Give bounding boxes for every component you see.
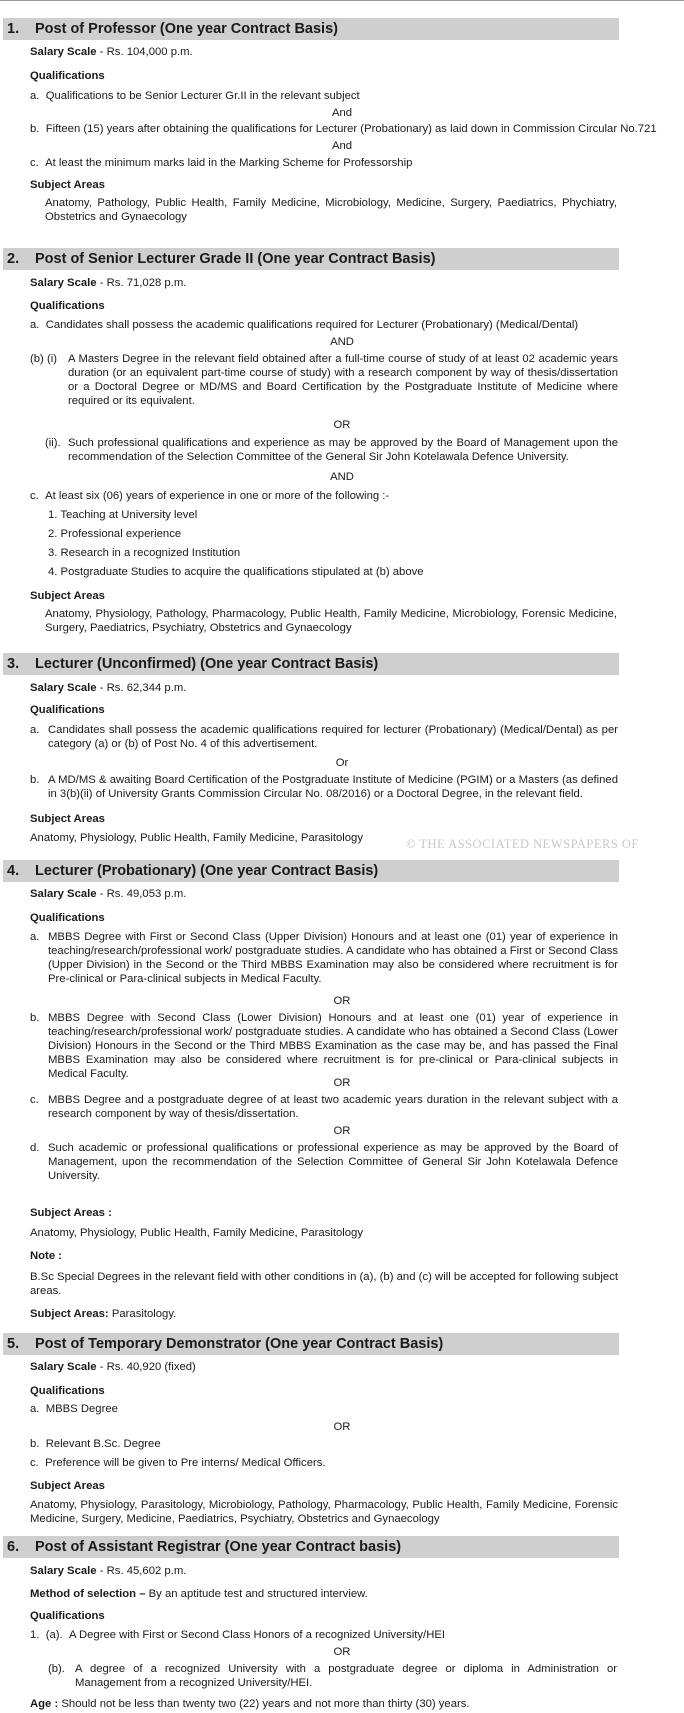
qualification-a-marker: a. bbox=[30, 931, 40, 943]
qualification-b-marker: b. bbox=[30, 1012, 40, 1024]
copyright-watermark: © THE ASSOCIATED NEWSPAPERS OF bbox=[406, 837, 639, 851]
qualification-b-i: A Masters Degree in the relevant field obtained after a full-time course of study of at least 02 academic years duration (or an equivalent part-time course of study) with a research component by way of thesis/dissertation or a Doctoral Degree or MD/MS and Board Certification by the Postgraduate Institute of Medicine where required or its equivalent. bbox=[68, 353, 618, 407]
connector-or: OR bbox=[333, 995, 351, 1007]
qualification-c: c. At least the minimum marks laid in the Marking Scheme for Professorship bbox=[30, 157, 413, 169]
salary-scale bbox=[30, 681, 186, 695]
qualifications-heading: Qualifications bbox=[30, 912, 105, 924]
section-title: Lecturer (Probationary) (One year Contract Basis) bbox=[35, 863, 379, 879]
qualification-c: MBBS Degree and a postgraduate degree of at least two academic years duration in the relevant subject with a research component by way of thesis/dissertation. bbox=[48, 1094, 618, 1120]
qualification-c: c. Preference will be given to Pre interns/ Medical Officers. bbox=[30, 1457, 326, 1469]
connector-or: OR bbox=[333, 1077, 351, 1089]
salary-scale bbox=[30, 1360, 196, 1374]
section-title: Post of Assistant Registrar (One year Contract basis) bbox=[35, 1539, 402, 1555]
method-of-selection bbox=[30, 1587, 368, 1601]
section-3-header bbox=[3, 653, 619, 675]
subject-areas-text: Anatomy, Physiology, Pathology, Pharmacology, Public Health, Family Medicine, Microbiology, Forensic Medicine, Surgery, Paediatrics, Psychiatry, Obstetrics and Gynaecology bbox=[45, 608, 617, 634]
salary-label: Salary Scale bbox=[30, 1361, 97, 1373]
subject-areas-text: Anatomy, Physiology, Public Health, Family Medicine, Parasitology bbox=[30, 1227, 363, 1239]
qualification-a-marker: a. bbox=[30, 724, 40, 736]
qualifications-heading: Qualifications bbox=[30, 300, 105, 312]
qualifications-heading: Qualifications bbox=[30, 1610, 105, 1622]
section-number: 1. bbox=[7, 21, 20, 37]
subject-areas-heading: Subject Areas bbox=[30, 1480, 105, 1492]
connector-or: OR bbox=[333, 1421, 351, 1433]
salary-scale bbox=[30, 276, 186, 290]
section-number: 3. bbox=[7, 656, 20, 672]
connector-and: And bbox=[331, 140, 353, 152]
qualification-c-marker: c. bbox=[30, 1094, 39, 1106]
connector-or: OR bbox=[333, 1646, 351, 1658]
subject-areas-text: Anatomy, Pathology, Public Health, Family Medicine, Microbiology, Medicine, Surgery, Paediatrics, Phychiatry, Obstetrics and Gynaecology bbox=[45, 197, 617, 223]
age-value: Should not be less than twenty two (22) years and not more than thirty (30) years. bbox=[58, 1698, 470, 1710]
qualification-b-marker: b. bbox=[30, 774, 40, 786]
salary-scale bbox=[30, 1564, 186, 1578]
salary-label: Salary Scale bbox=[30, 1565, 97, 1577]
qualification-b-ii: Such professional qualifications and experience as may be approved by the Board of Management upon the recommendation of the Selection Committee of the General Sir John Kotelawala Defence University. bbox=[68, 437, 618, 463]
section-1-header bbox=[3, 18, 619, 40]
salary-label: Salary Scale bbox=[30, 682, 97, 694]
connector-or: OR bbox=[333, 1125, 351, 1137]
section-5-header bbox=[3, 1333, 619, 1355]
section-6-header bbox=[3, 1536, 619, 1558]
subject-areas-text: Anatomy, Physiology, Parasitology, Microbiology, Pathology, Pharmacology, Public Health, Family Medicine, Forensic Medicine, Surgery, Medicine, Paediatrics, Psychiatry, Obstetrics and Gynaecology bbox=[30, 1499, 618, 1525]
qualifications-heading: Qualifications bbox=[30, 704, 105, 716]
section-title: Post of Temporary Demonstrator (One year Contract Basis) bbox=[35, 1336, 444, 1352]
salary-value: - Rs. 45,602 p.m. bbox=[96, 1565, 187, 1577]
note-text: B.Sc Special Degrees in the relevant field with other conditions in (a), (b) and (c) will be accepted for following subject areas. bbox=[30, 1271, 618, 1297]
salary-value: - Rs. 104,000 p.m. bbox=[96, 46, 193, 58]
qualification-1b-marker: (b). bbox=[48, 1663, 65, 1675]
age-requirement bbox=[30, 1697, 470, 1711]
qualification-d-marker: d. bbox=[30, 1142, 40, 1154]
connector-and: And bbox=[331, 107, 353, 119]
method-label: Method of selection – bbox=[30, 1588, 149, 1600]
qualification-b: b. Relevant B.Sc. Degree bbox=[30, 1438, 161, 1450]
qualification-a: Candidates shall possess the academic qualifications required for lecturer (Probationary) (Medical/Dental) as per category (a) or (b) of Post No. 4 of this advertisement. bbox=[48, 724, 618, 750]
experience-item: 4. Postgraduate Studies to acquire the qualifications stipulated at (b) above bbox=[48, 566, 424, 578]
qualification-1b: A degree of a recognized University with a postgraduate degree or diploma in Administration or Management from a recognized University/HEI. bbox=[75, 1663, 617, 1689]
salary-label: Salary Scale bbox=[30, 46, 97, 58]
qualifications-heading: Qualifications bbox=[30, 70, 105, 82]
salary-value: - Rs. 71,028 p.m. bbox=[96, 277, 187, 289]
section-number: 6. bbox=[7, 1539, 20, 1555]
method-value: By an aptitude test and structured interview. bbox=[148, 1588, 368, 1600]
subject-areas-heading: Subject Areas bbox=[30, 813, 105, 825]
section-2-header bbox=[3, 248, 619, 270]
salary-value: - Rs. 40,920 (fixed) bbox=[96, 1361, 196, 1373]
section-title: Post of Professor (One year Contract Basis) bbox=[35, 21, 338, 37]
subject-areas-heading: Subject Areas bbox=[30, 179, 105, 191]
qualification-c: c. At least six (06) years of experience in one or more of the following :- bbox=[30, 490, 390, 502]
section-number: 2. bbox=[7, 251, 20, 267]
salary-label: Salary Scale bbox=[30, 277, 97, 289]
section-number: 5. bbox=[7, 1336, 20, 1352]
qualification-a: MBBS Degree with First or Second Class (Upper Division) Honours and at least one (01) year of experience in teaching/research/professional work/ postgraduate studies. A candidate who has obtained a First or Second Class (Upper Division) in the Second or the Third MBBS Examination may also be considered where recruitment is for Pre-clinical or Para-clinical subjects in Medical Faculty. bbox=[48, 931, 618, 985]
age-label: Age : bbox=[30, 1698, 59, 1710]
subject-areas-line bbox=[30, 1307, 176, 1321]
section-title: Post of Senior Lecturer Grade II (One year Contract Basis) bbox=[35, 251, 436, 267]
experience-item: 1. Teaching at University level bbox=[48, 509, 198, 521]
qualification-b: A MD/MS & awaiting Board Certification of the Postgraduate Institute of Medicine (PGIM) or a Masters (as defined in 3(b)(ii) of University Grants Commission Circular No. 08/2016) or a Doctoral Degree, in the relevant field. bbox=[48, 774, 618, 800]
salary-value: - Rs. 49,053 p.m. bbox=[96, 888, 187, 900]
salary-label: Salary Scale bbox=[30, 888, 97, 900]
qualifications-heading: Qualifications bbox=[30, 1385, 105, 1397]
note-heading: Note : bbox=[30, 1250, 63, 1262]
subject-areas-heading: Subject Areas : bbox=[30, 1207, 112, 1219]
subject-areas-heading: Subject Areas bbox=[30, 590, 105, 602]
qualification-1a: 1. (a). A Degree with First or Second Class Honors of a recognized University/HEI bbox=[30, 1629, 446, 1641]
qualification-d: Such academic or professional qualifications or professional experience as may be approved by the Board of Management, upon the recommendation of the Selection Committee of General Sir John Kotelawala Defence University. bbox=[48, 1142, 618, 1182]
subject-areas-label: Subject Areas: bbox=[30, 1308, 109, 1320]
section-number: 4. bbox=[7, 863, 20, 879]
connector-or: OR bbox=[333, 419, 351, 431]
qualification-b: MBBS Degree with Second Class (Lower Division) Honours and at least one (01) year of experience in teaching/research/professional work/ postgraduate studies. A candidate who has obtained a Second Class (Lower Division) Honours in the Second or the Third MBBS Examination as the case may be, and has passed the Final MBBS Examination may also be considered where recruitment is for pre-clinical or Para-clinical subjects in Medical Faculty. bbox=[48, 1012, 618, 1080]
top-rule bbox=[0, 0, 684, 1]
qualification-b: b. Fifteen (15) years after obtaining the qualifications for Lecturer (Probationary) as laid down in Commission Circular No.721 bbox=[30, 123, 657, 135]
qualification-a: a. Candidates shall possess the academic qualifications required for Lecturer (Probationary) (Medical/Dental) bbox=[30, 319, 579, 331]
section-title: Lecturer (Unconfirmed) (One year Contract Basis) bbox=[35, 656, 379, 672]
qualification-b-ii-marker: (ii). bbox=[45, 437, 61, 449]
experience-item: 2. Professional experience bbox=[48, 528, 182, 540]
experience-item: 3. Research in a recognized Institution bbox=[48, 547, 241, 559]
connector-and: AND bbox=[330, 471, 354, 483]
salary-scale bbox=[30, 887, 186, 901]
section-4-header bbox=[3, 860, 619, 882]
salary-value: - Rs. 62,344 p.m. bbox=[96, 682, 187, 694]
subject-areas-value: Parasitology. bbox=[108, 1308, 177, 1320]
qualification-a: a. MBBS Degree bbox=[30, 1403, 118, 1415]
connector-or: Or bbox=[335, 757, 349, 769]
subject-areas-text: Anatomy, Physiology, Public Health, Family Medicine, Parasitology bbox=[30, 832, 363, 844]
connector-and: AND bbox=[330, 336, 354, 348]
qualification-b-i-marker: (b) (i) bbox=[30, 353, 57, 365]
qualification-a: a. Qualifications to be Senior Lecturer Gr.II in the relevant subject bbox=[30, 90, 360, 102]
salary-scale bbox=[30, 45, 193, 59]
